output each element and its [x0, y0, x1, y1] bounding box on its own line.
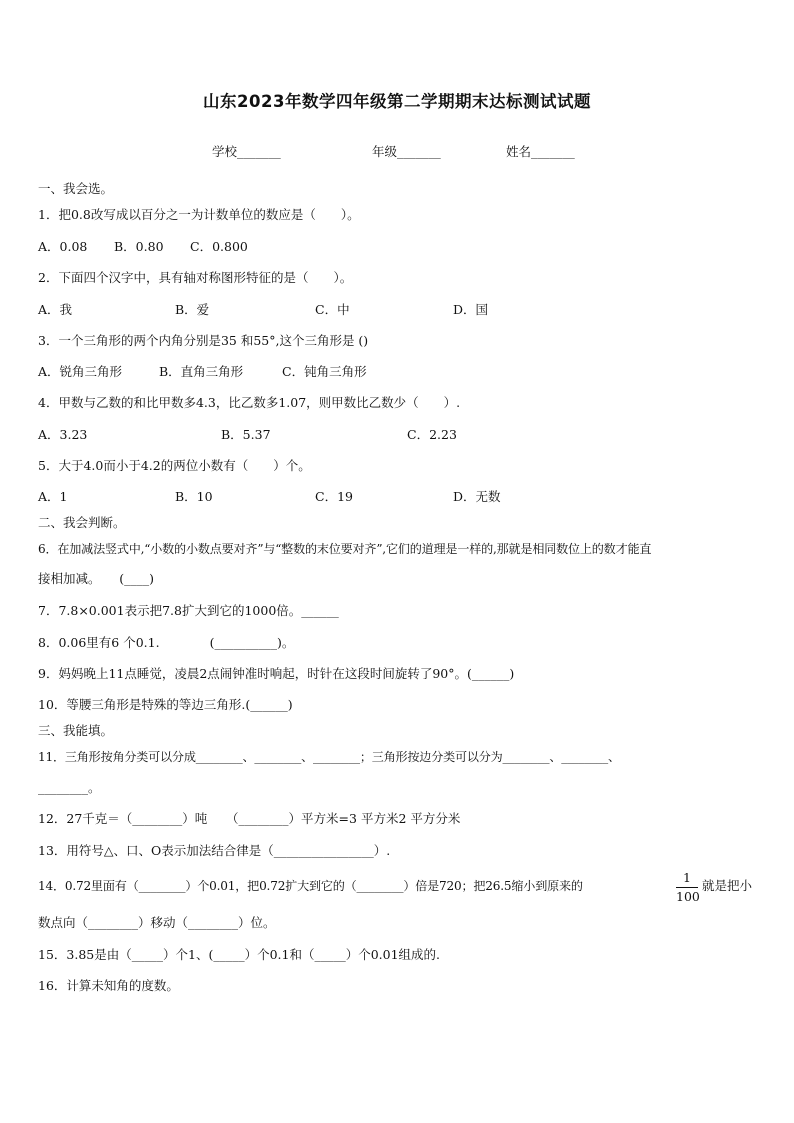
question-9: 9．妈妈晚上11点睡觉，凌晨2点闹钟准时响起，时针在这段时间旋转了90°。(______) — [38, 666, 515, 681]
option-b: B．0.80 — [114, 239, 164, 254]
question-14-line-1: 14．0.72里面有（________）个0.01，把0.72扩大到它的（________）倍是720；把26.5缩小到原来的 — [38, 879, 583, 893]
option-d: D．国 — [453, 302, 489, 317]
question-15: 15．3.85是由（_____）个1、(_____）个0.1和（_____）个0.01组成的. — [38, 947, 441, 962]
name-field: 姓名_______ — [506, 144, 575, 159]
question-11-line-1: 11．三角形按角分类可以分成________、________、________；三角形按边分类可以分为________、________、 — [38, 750, 620, 764]
option-b: B．5.37 — [221, 427, 271, 442]
question-14-line-1-end: 就是把小 — [702, 878, 753, 893]
option-a: A．锐角三角形 — [38, 364, 123, 379]
question-6-line-1: 6．在加减法竖式中,“小数的小数点要对齐”与“整数的末位要对齐”,它们的道理是一样的,那就是相同数位上的数才能直 — [38, 542, 652, 556]
option-c: C．钝角三角形 — [282, 364, 367, 379]
option-d: D．无数 — [453, 489, 501, 504]
question-16: 16．计算未知角的度数。 — [38, 978, 179, 993]
question-7: 7．7.8×0.001表示把7.8扩大到它的1000倍。______ — [38, 603, 339, 618]
question-8: 8．0.06里有6 个0.1. (__________)。 — [38, 635, 295, 650]
option-a: A．3.23 — [38, 427, 88, 442]
school-field: 学校_______ — [212, 144, 281, 159]
question-4: 4．甲数与乙数的和比甲数多4.3，比乙数多1.07，则甲数比乙数少（ ）. — [38, 395, 461, 410]
fraction-denominator: 100 — [676, 889, 700, 904]
question-2: 2．下面四个汉字中，具有轴对称图形特征的是（ ）。 — [38, 270, 353, 285]
question-13: 13．用符号△、口、O表示加法结合律是（________________）. — [38, 843, 391, 858]
fraction-one-hundredth — [676, 871, 698, 904]
section-heading-choose: 一、我会选。 — [38, 181, 114, 196]
section-heading-fill: 三、我能填。 — [38, 723, 114, 738]
question-11-line-2: ________。 — [38, 780, 101, 795]
option-c: C．19 — [315, 489, 353, 504]
page-title: 山东2023年数学四年级第二学期期末达标测试试题 — [203, 92, 591, 111]
grade-field: 年级_______ — [372, 144, 441, 159]
section-heading-judge: 二、我会判断。 — [38, 515, 126, 530]
option-a: A．1 — [38, 489, 68, 504]
option-c: C．2.23 — [407, 427, 457, 442]
question-12: 12．27千克＝（________）吨 （________）平方米=3 平方米2 平方分米 — [38, 811, 461, 826]
question-6-line-2: 接相加减。 (____) — [38, 571, 155, 586]
fraction-numerator: 1 — [676, 871, 698, 888]
option-a: A．我 — [38, 302, 73, 317]
option-c: C．中 — [315, 302, 350, 317]
option-b: B．爱 — [175, 302, 210, 317]
question-14-line-2: 数点向（________）移动（________）位。 — [38, 915, 276, 930]
question-5: 5．大于4.0而小于4.2的两位小数有（ ）个。 — [38, 458, 311, 473]
option-c: C．0.800 — [190, 239, 248, 254]
option-b: B．10 — [175, 489, 213, 504]
question-10: 10．等腰三角形是特殊的等边三角形.(______) — [38, 697, 293, 712]
question-3: 3．一个三角形的两个内角分别是35 和55°,这个三角形是 () — [38, 333, 369, 348]
question-1: 1．把0.8改写成以百分之一为计数单位的数应是（ ）。 — [38, 207, 360, 222]
option-b: B．直角三角形 — [159, 364, 244, 379]
option-a: A．0.08 — [38, 239, 88, 254]
